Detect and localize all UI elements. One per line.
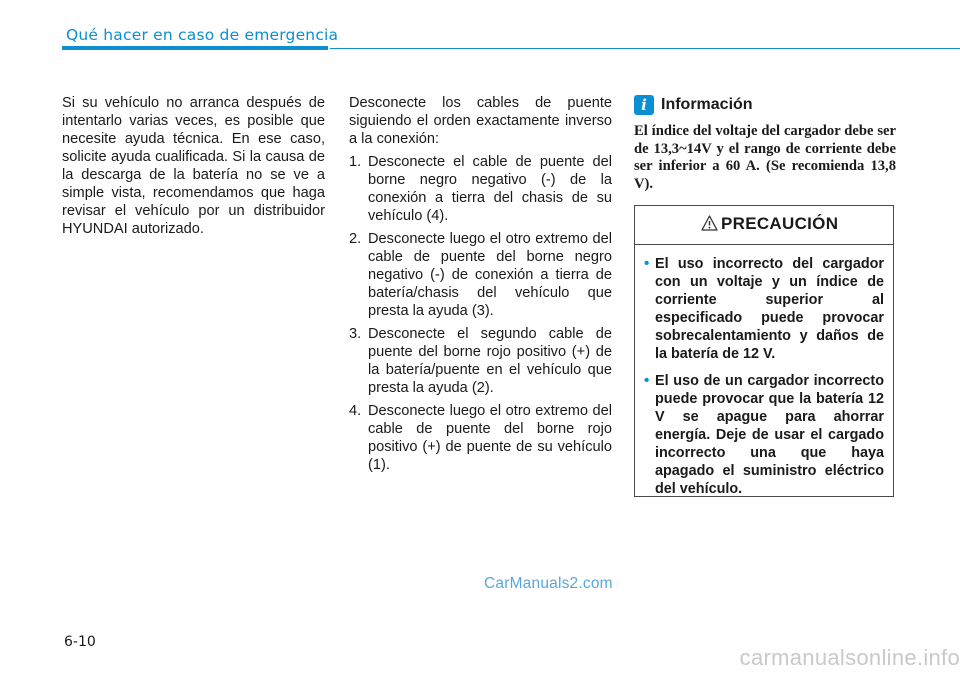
caution-header: [635, 206, 893, 245]
step-number: 3.: [349, 326, 362, 342]
header-rule: [330, 48, 960, 50]
step-number: 4.: [349, 403, 362, 419]
section-title: Qué hacer en caso de emergencia: [66, 26, 339, 44]
disconnect-intro: Desconecte los cables de puente siguiendo el orden exactamente inverso a la conexión:: [349, 95, 612, 147]
step-item: [349, 153, 612, 225]
disconnect-steps: [349, 153, 612, 474]
caution-title: PRECAUCIÓN: [721, 214, 839, 233]
step-item: [349, 230, 612, 320]
page-number: 6-10: [64, 634, 96, 650]
warning-triangle-icon: [701, 215, 718, 231]
info-text: El índice del voltaje del cargador debe ser de 13,3~14V y el rango de corriente debe ser inferior a 60 A. (Se recomienda 13,8 V).: [634, 123, 896, 192]
intro-paragraph: Si su vehículo no arranca después de intentarlo varias veces, es posible que necesite ayuda técnica. En ese caso, solicite ayuda cualificada. Si la causa de la descarga de la batería no se ve a simple vista, recomendamos que haga revisar el vehículo por un distribuidor HYUNDAI autorizado.: [62, 95, 325, 237]
caution-list: [635, 245, 893, 498]
caution-item: [644, 372, 884, 498]
step-text: Desconecte luego el otro extremo del cable de puente del borne negro negativo (-) de conexión a tierra de batería/chasis del vehículo que presta la ayuda (3).: [368, 231, 612, 319]
info-title: Información: [661, 96, 753, 113]
caution-text: El uso de un cargador incorrecto puede provocar que la batería 12 V se apague para ahorrar energía. Deje de usar el cargado incorrecto una que haya apagado el suministro eléctrico del vehículo.: [655, 373, 884, 497]
step-item: [349, 325, 612, 397]
page-header: [62, 24, 960, 54]
information-icon: i: [634, 95, 654, 115]
bullet-icon: •: [644, 372, 650, 389]
info-header: [634, 94, 896, 118]
caution-box: [634, 205, 894, 497]
footer-watermark: carmanualsonline.info: [739, 645, 960, 670]
site-watermark: CarManuals2.com: [484, 575, 613, 592]
info-box: [634, 94, 896, 208]
step-text: Desconecte el cable de puente del borne negro negativo (-) de la conexión a tierra del chasis de su vehículo (4).: [368, 154, 612, 224]
caution-item: [644, 255, 884, 363]
caution-text: El uso incorrecto del cargador con un voltaje y un índice de corriente superior al especificado puede provocar sobrecalentamiento y daños de la batería de 12 V.: [655, 256, 884, 362]
bullet-icon: •: [644, 255, 650, 272]
step-text: Desconecte luego el otro extremo del cable de puente del borne rojo positivo (+) de puente de su vehículo (1).: [368, 403, 612, 473]
step-item: [349, 402, 612, 474]
step-text: Desconecte el segundo cable de puente del borne rojo positivo (+) de la batería/puente en el vehículo que presta la ayuda (2).: [368, 326, 612, 396]
step-number: 1.: [349, 154, 362, 170]
step-number: 2.: [349, 231, 362, 247]
header-accent-bar: [62, 46, 328, 50]
column-middle: [349, 94, 612, 479]
column-left: [62, 94, 325, 238]
